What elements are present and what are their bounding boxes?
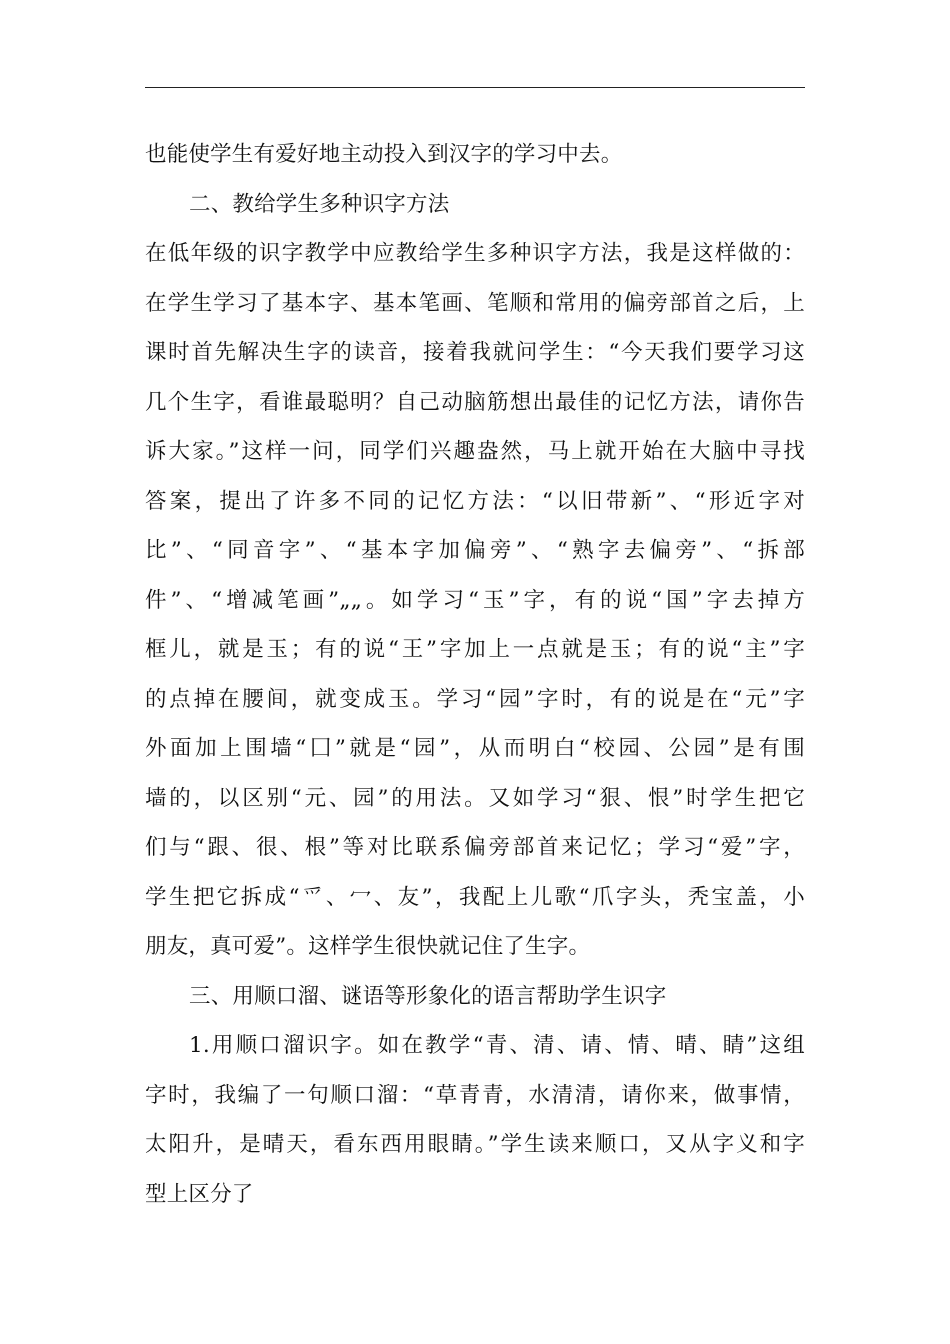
paragraph-line: 墙的，以区别“元、园”的用法。又如学习“狠、恨”时学生把它 (145, 785, 805, 811)
section-heading: 二、教给学生多种识字方法 (189, 191, 450, 217)
paragraph-line: 学生把它拆成“爫、冖、友”，我配上儿歌“爪字头，秃宝盖，小 (145, 884, 805, 910)
paragraph-line: 诉大家。”这样一问，同学们兴趣盎然，马上就开始在大脑中寻找 (145, 439, 805, 464)
section-heading: 三、用顺口溜、谜语等形象化的语言帮助学生识字 (189, 983, 667, 1009)
paragraph-line: 朋友，真可爱”。这样学生很快就记住了生字。 (145, 934, 591, 959)
paragraph-line: 外面加上围墙“囗”就是“园”，从而明白“校园、公园”是有围 (145, 736, 805, 761)
paragraph-line: 字时，我编了一句顺口溜：“草青青，水清清，请你来，做事情， (145, 1082, 805, 1108)
paragraph-line: 答案，提出了许多不同的记忆方法：“以旧带新”、“形近字对 (145, 488, 805, 514)
paragraph-line: 型上区分了 (145, 1181, 254, 1207)
paragraph-line: 比”、“同音字”、“基本字加偏旁”、“熟字去偏旁”、“拆部 (145, 538, 805, 563)
paragraph-line: 在低年级的识字教学中应教给学生多种识字方法，我是这样做的： (145, 241, 805, 266)
paragraph-line: 1.用顺口溜识字。如在教学“青、清、请、情、晴、睛”这组 (189, 1033, 805, 1058)
paragraph-line: 的点掉在腰间，就变成玉。学习“园”字时，有的说是在“元”字 (145, 686, 805, 712)
document-body (145, 130, 805, 1219)
paragraph-line: 也能使学生有爱好地主动投入到汉字的学习中去。 (145, 142, 623, 167)
paragraph-line: 几个生字，看谁最聪明？自己动脑筋想出最佳的记忆方法，请你告 (145, 389, 805, 415)
paragraph-line: 件”、“增减笔画”„„。如学习“玉”字，有的说“国”字去掉方 (145, 587, 805, 613)
paragraph-line: 框儿，就是玉；有的说“王”字加上一点就是玉；有的说“主”字 (145, 637, 805, 662)
header-rule (145, 87, 805, 88)
paragraph-line: 们与“跟、很、根”等对比联系偏旁部首来记忆；学习“爱”字， (145, 835, 805, 860)
paragraph-line: 课时首先解决生字的读音，接着我就问学生：“今天我们要学习这 (145, 340, 805, 365)
paragraph-line: 太阳升，是晴天，看东西用眼睛。”学生读来顺口，又从字义和字 (145, 1132, 805, 1157)
paragraph-line: 在学生学习了基本字、基本笔画、笔顺和常用的偏旁部首之后，上 (145, 290, 805, 316)
